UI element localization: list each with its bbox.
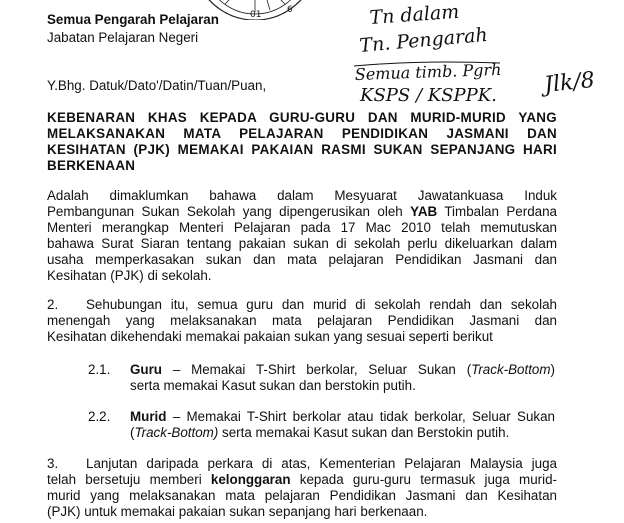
subject-heading bbox=[47, 110, 557, 174]
handwriting-line-3: Semua timb. Pgrh bbox=[354, 59, 502, 84]
subject-line-3: KESIHATAN (PJK) MEMAKAI PAKAIAN RASMI SUKAN SEPANJANG HARI bbox=[47, 142, 557, 157]
p1-line-2: Pembangunan Sukan Sekolah yang dipengerusikan oleh YAB Timbalan Perdana bbox=[47, 204, 557, 219]
handwriting-line-1: Tn dalam bbox=[368, 0, 461, 29]
p2-number: 2. bbox=[47, 297, 59, 312]
p3-line-2: telah bersetuju memberi kelonggaran kepada guru-guru termasuk juga murid- bbox=[47, 472, 557, 487]
p1-line-5: usaha memperkasakan sukan dan mata pelajaran Pendidikan Jasmani dan bbox=[47, 252, 557, 267]
p3-line-1: Lanjutan daripada perkara di atas, Kementerian Pelajaran Malaysia juga bbox=[86, 456, 557, 471]
subject-line-2: MELAKSANAKAN MATA PELAJARAN PENDIDIKAN JASMANI DAN bbox=[47, 126, 557, 141]
subject-line-4: BERKENAAN bbox=[47, 158, 136, 173]
subject-line-1: KEBENARAN KHAS KEPADA GURU-GURU DAN MURID-MURID YANG bbox=[47, 110, 557, 125]
handwriting-line-4: KSPS / KSPPK. bbox=[360, 85, 497, 106]
stamp-digit-2: 6 bbox=[287, 5, 293, 15]
p1-line-4: bahawa Surat Siaran tentang pakaian sukan di sekolah perlu dikeluarkan dalam bbox=[47, 236, 557, 251]
p3-number: 3. bbox=[47, 456, 59, 471]
p21-number: 2.1. bbox=[88, 362, 111, 377]
recipient-dept: Jabatan Pelajaran Negeri bbox=[47, 30, 199, 45]
p2-line-3: Kesihatan dikehendaki memakai pakaian sukan yang sesuai seperti berikut bbox=[47, 329, 493, 344]
handwriting-line-2: Tn. Pengarah bbox=[358, 23, 489, 57]
paragraph-3 bbox=[47, 456, 557, 520]
p1-line-3: Menteri merangkap Menteri Pelajaran pada 17 Mac 2010 telah memutuskan bbox=[47, 220, 557, 235]
paragraph-2-2 bbox=[130, 409, 555, 441]
handwriting-initials: Jlk/8 bbox=[543, 67, 596, 98]
p22-number: 2.2. bbox=[88, 409, 111, 424]
p22-line-2: (Track-Bottom) serta memakai Kasut sukan dan Berstokin putih. bbox=[130, 425, 510, 440]
p21-line-1: Guru – Memakai T-Shirt berkolar, Seluar Sukan (Track-Bottom) bbox=[130, 362, 555, 377]
p1-line-1: Adalah dimaklumkan bahawa dalam Mesyuarat Jawatankuasa Induk bbox=[47, 188, 557, 203]
p2-line-2: menengah yang melaksanakan mata pelajaran Pendidikan Jasmani dan bbox=[47, 313, 557, 328]
paragraph-1 bbox=[47, 188, 557, 284]
p22-line-1: Murid – Memakai T-Shirt berkolar atau tidak berkolar, Seluar Sukan bbox=[130, 409, 555, 424]
p3-line-4: (PJK) untuk memakai pakaian sukan sepanjang hari berkenaan. bbox=[47, 504, 428, 519]
recipient-title: Semua Pengarah Pelajaran bbox=[47, 12, 219, 27]
p2-line-1: Sehubungan itu, semua guru dan murid di sekolah rendah dan sekolah bbox=[86, 297, 557, 312]
p1-line-6: Kesihatan (PJK) di sekolah. bbox=[47, 268, 212, 283]
p21-line-2: serta memakai Kasut sukan dan berstokin putih. bbox=[130, 378, 416, 393]
p3-line-3: murid yang melaksanakan mata pelajaran Pendidikan Jasmani dan Kesihatan bbox=[47, 488, 557, 503]
salutation: Y.Bhg. Datuk/Dato'/Datin/Tuan/Puan, bbox=[47, 78, 267, 93]
handwritten-notes bbox=[330, 0, 624, 110]
stamp-digit-1: 01 bbox=[250, 10, 262, 20]
paragraph-2 bbox=[47, 297, 557, 345]
paragraph-2-1 bbox=[130, 362, 555, 394]
